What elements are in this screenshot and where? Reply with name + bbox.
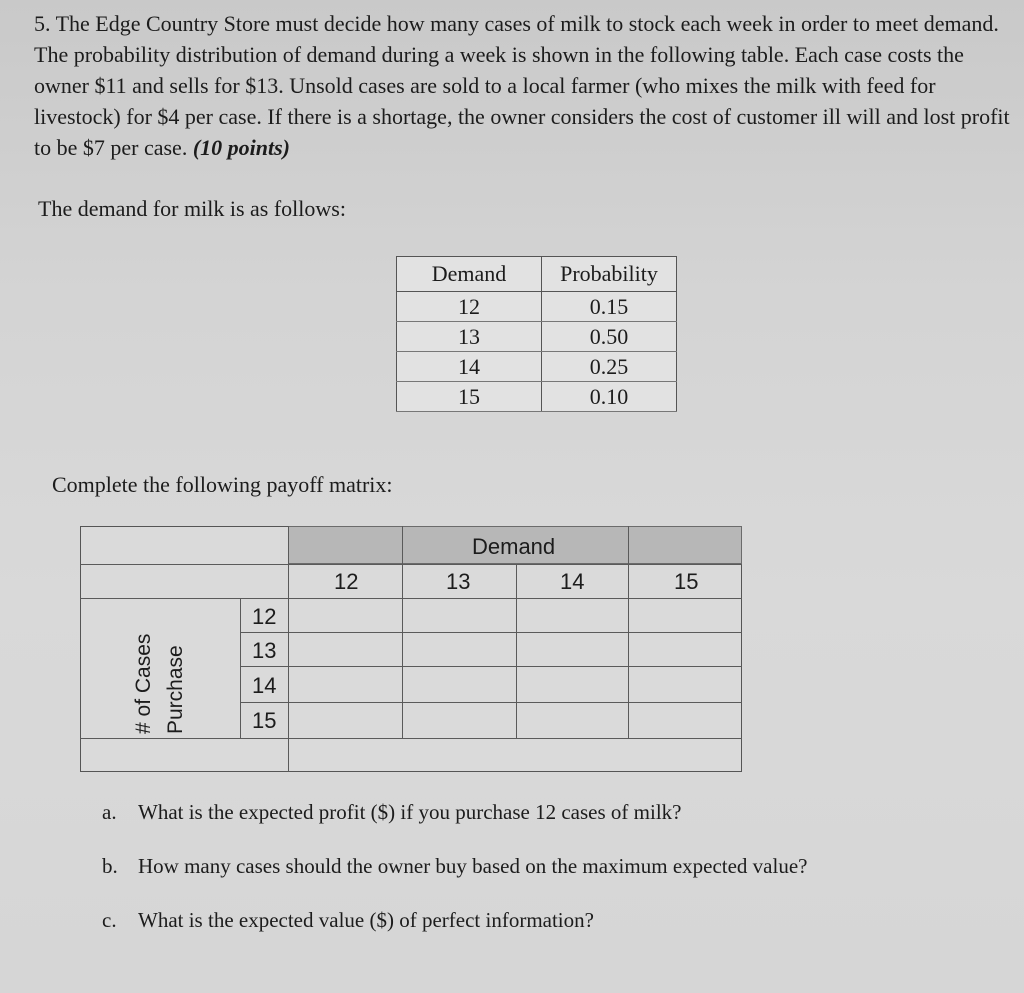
matrix-intro-text: Complete the following payoff matrix: bbox=[52, 472, 393, 497]
col-divider bbox=[288, 526, 289, 772]
question-text: What is the expected profit ($) if you purchase 12 cases of milk? bbox=[138, 800, 682, 824]
question-b bbox=[102, 854, 807, 879]
table-row bbox=[397, 352, 677, 382]
probability-cell: 0.25 bbox=[542, 352, 677, 382]
demand-value: 12 bbox=[334, 569, 359, 594]
purchase-value: 14 bbox=[252, 673, 277, 698]
header-probability: Probability bbox=[542, 257, 677, 292]
probability-cell: 0.50 bbox=[542, 322, 677, 352]
purchase-value: 15 bbox=[252, 708, 277, 733]
header-demand: Demand bbox=[397, 257, 542, 292]
row-divider bbox=[240, 666, 742, 667]
demand-value: 13 bbox=[446, 569, 471, 594]
demand-probability-table bbox=[396, 256, 677, 412]
problem-text: 5. The Edge Country Store must decide how many cases of milk to stock each week in order to meet demand. The probability distribution of demand during a week is shown in the following table. Each case costs the owner $11 and sells for $13. Unsold cases are sold to a local farmer (who mixes the milk with feed for livestock) for $4 per case. If there is a shortage, the owner considers the cost of customer ill will and lost profit to be $7 per case. bbox=[34, 11, 1010, 160]
probability-cell: 0.10 bbox=[542, 382, 677, 412]
question-text: What is the expected value ($) of perfect information? bbox=[138, 908, 594, 932]
demand-value: 14 bbox=[560, 569, 585, 594]
purchase-value: 12 bbox=[252, 604, 277, 629]
problem-statement bbox=[34, 8, 1016, 163]
demand-value: 15 bbox=[674, 569, 699, 594]
col-divider bbox=[516, 564, 517, 738]
demand-intro-text: The demand for milk is as follows: bbox=[38, 196, 346, 221]
demand-cell: 14 bbox=[397, 352, 542, 382]
row-divider bbox=[240, 702, 742, 703]
question-letter: a. bbox=[102, 800, 117, 824]
row-title-cases: # of Cases bbox=[132, 633, 155, 734]
demand-cell: 12 bbox=[397, 292, 542, 322]
table-row bbox=[397, 382, 677, 412]
demand-cell: 15 bbox=[397, 382, 542, 412]
table-row bbox=[397, 292, 677, 322]
payoff-matrix bbox=[80, 526, 742, 772]
purchase-value: 13 bbox=[252, 638, 277, 663]
row-title-purchase: Purchase bbox=[164, 645, 187, 734]
row-divider bbox=[80, 564, 742, 565]
question-text: How many cases should the owner buy based on the maximum expected value? bbox=[138, 854, 808, 878]
table-row bbox=[397, 322, 677, 352]
demand-cell: 13 bbox=[397, 322, 542, 352]
row-divider bbox=[240, 632, 742, 633]
col-divider bbox=[240, 598, 241, 738]
demand-title: Demand bbox=[472, 534, 556, 559]
row-divider bbox=[80, 598, 742, 599]
probability-cell: 0.15 bbox=[542, 292, 677, 322]
question-letter: b. bbox=[102, 854, 118, 878]
question-a bbox=[102, 800, 681, 825]
question-letter: c. bbox=[102, 908, 117, 932]
row-divider bbox=[80, 738, 742, 739]
question-c bbox=[102, 908, 594, 933]
problem-points: (10 points) bbox=[192, 135, 291, 160]
